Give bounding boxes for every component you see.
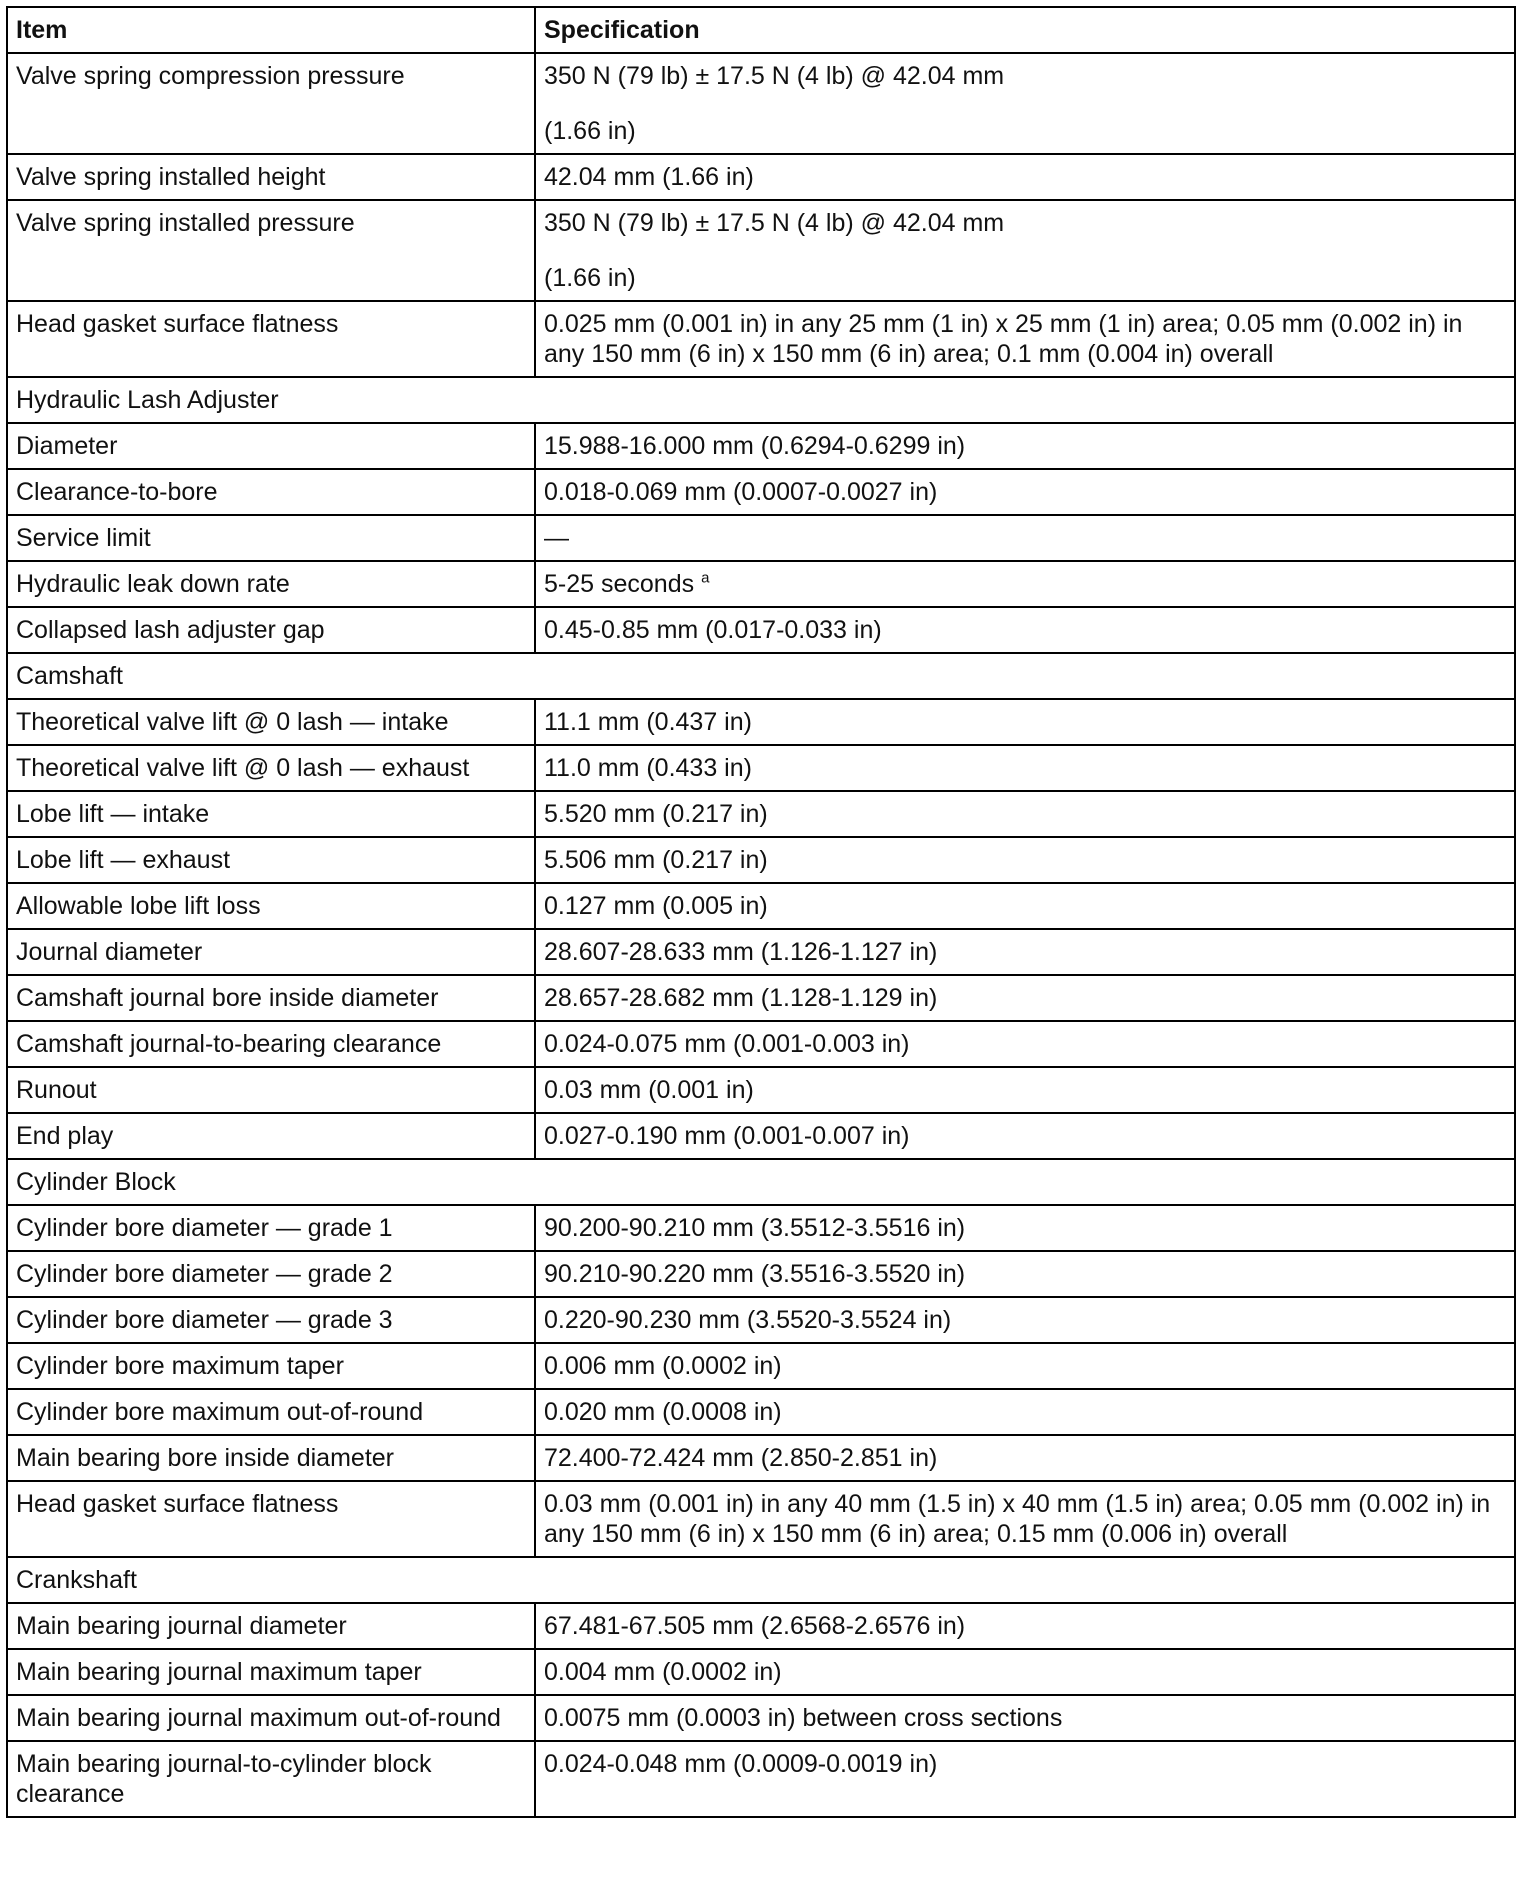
- spec-cell: 0.004 mm (0.0002 in): [535, 1649, 1515, 1695]
- spec-cell: 42.04 mm (1.66 in): [535, 154, 1515, 200]
- spec-cell: 0.020 mm (0.0008 in): [535, 1389, 1515, 1435]
- item-cell: Valve spring installed height: [7, 154, 535, 200]
- table-row: [7, 1251, 1515, 1297]
- item-cell: Main bearing journal maximum out-of-round: [7, 1695, 535, 1741]
- section-heading: Cylinder Block: [7, 1159, 1515, 1205]
- section-row-hydraulic-lash-adjuster: [7, 377, 1515, 423]
- spec-cell: 0.025 mm (0.001 in) in any 25 mm (1 in) x 25 mm (1 in) area; 0.05 mm (0.002 in) in any 150 mm (6 in) x 150 mm (6 in) area; 0.1 mm (0.004 in) overall: [535, 301, 1515, 377]
- spec-table: [6, 6, 1516, 1818]
- table-row: [7, 1021, 1515, 1067]
- table-row: [7, 975, 1515, 1021]
- item-cell: Allowable lobe lift loss: [7, 883, 535, 929]
- table-row: [7, 1113, 1515, 1159]
- table-row: [7, 1067, 1515, 1113]
- spec-cell: 0.03 mm (0.001 in) in any 40 mm (1.5 in) x 40 mm (1.5 in) area; 0.05 mm (0.002 in) in any 150 mm (6 in) x 150 mm (6 in) area; 0.15 mm (0.006 in) overall: [535, 1481, 1515, 1557]
- table-row: [7, 561, 1515, 607]
- spec-cell: 11.0 mm (0.433 in): [535, 745, 1515, 791]
- item-cell: Valve spring compression pressure: [7, 53, 535, 154]
- spec-cell: 28.657-28.682 mm (1.128-1.129 in): [535, 975, 1515, 1021]
- spec-text: 350 N (79 lb) ± 17.5 N (4 lb) @ 42.04 mm: [544, 62, 1005, 90]
- item-cell: Camshaft journal bore inside diameter: [7, 975, 535, 1021]
- item-cell: Diameter: [7, 423, 535, 469]
- spec-cell: 0.127 mm (0.005 in): [535, 883, 1515, 929]
- item-cell: Service limit: [7, 515, 535, 561]
- item-cell: Cylinder bore maximum out-of-round: [7, 1389, 535, 1435]
- section-heading: Crankshaft: [7, 1557, 1515, 1603]
- item-cell: Cylinder bore maximum taper: [7, 1343, 535, 1389]
- spec-cell: [535, 53, 1515, 154]
- table-row: [7, 53, 1515, 154]
- item-cell: Camshaft journal-to-bearing clearance: [7, 1021, 535, 1067]
- table-row: [7, 1297, 1515, 1343]
- spec-cell: 0.027-0.190 mm (0.001-0.007 in): [535, 1113, 1515, 1159]
- spec-cell: 11.1 mm (0.437 in): [535, 699, 1515, 745]
- section-heading: Hydraulic Lash Adjuster: [7, 377, 1515, 423]
- spec-text: 350 N (79 lb) ± 17.5 N (4 lb) @ 42.04 mm: [544, 209, 1005, 237]
- table-row: [7, 1481, 1515, 1557]
- table-row: [7, 515, 1515, 561]
- spec-cell: 90.210-90.220 mm (3.5516-3.5520 in): [535, 1251, 1515, 1297]
- section-row-camshaft: [7, 653, 1515, 699]
- item-cell: End play: [7, 1113, 535, 1159]
- table-row: [7, 699, 1515, 745]
- table-row: [7, 607, 1515, 653]
- table-row: [7, 200, 1515, 301]
- table-row: [7, 1205, 1515, 1251]
- table-row: [7, 1741, 1515, 1817]
- spec-cell: 0.006 mm (0.0002 in): [535, 1343, 1515, 1389]
- table-row: [7, 1343, 1515, 1389]
- header-row: [7, 7, 1515, 53]
- table-row: [7, 837, 1515, 883]
- table-row: [7, 154, 1515, 200]
- spec-cell: 0.220-90.230 mm (3.5520-3.5524 in): [535, 1297, 1515, 1343]
- spec-cell: 15.988-16.000 mm (0.6294-0.6299 in): [535, 423, 1515, 469]
- item-cell: Cylinder bore diameter — grade 1: [7, 1205, 535, 1251]
- spec-cell: [535, 200, 1515, 301]
- table-row: [7, 1649, 1515, 1695]
- item-cell: Hydraulic leak down rate: [7, 561, 535, 607]
- item-cell: Runout: [7, 1067, 535, 1113]
- spec-cell: 72.400-72.424 mm (2.850-2.851 in): [535, 1435, 1515, 1481]
- table-row: [7, 745, 1515, 791]
- item-cell: Lobe lift — intake: [7, 791, 535, 837]
- item-cell: Head gasket surface flatness: [7, 1481, 535, 1557]
- section-row-cylinder-block: [7, 1159, 1515, 1205]
- spec-cell: 67.481-67.505 mm (2.6568-2.6576 in): [535, 1603, 1515, 1649]
- item-cell: Theoretical valve lift @ 0 lash — exhaust: [7, 745, 535, 791]
- item-cell: Collapsed lash adjuster gap: [7, 607, 535, 653]
- table-row: [7, 929, 1515, 975]
- item-cell: Lobe lift — exhaust: [7, 837, 535, 883]
- table-row: [7, 1695, 1515, 1741]
- item-cell: Head gasket surface flatness: [7, 301, 535, 377]
- header-spec: Specification: [535, 7, 1515, 53]
- table-row: [7, 1389, 1515, 1435]
- spec-cell: 5.506 mm (0.217 in): [535, 837, 1515, 883]
- section-row-crankshaft: [7, 1557, 1515, 1603]
- spec-cell: 0.45-0.85 mm (0.017-0.033 in): [535, 607, 1515, 653]
- table-row: [7, 1603, 1515, 1649]
- header-item: Item: [7, 7, 535, 53]
- item-cell: Clearance-to-bore: [7, 469, 535, 515]
- item-cell: Main bearing bore inside diameter: [7, 1435, 535, 1481]
- item-cell: Theoretical valve lift @ 0 lash — intake: [7, 699, 535, 745]
- spec-cell: 0.0075 mm (0.0003 in) between cross sections: [535, 1695, 1515, 1741]
- item-cell: Journal diameter: [7, 929, 535, 975]
- item-cell: Cylinder bore diameter — grade 2: [7, 1251, 535, 1297]
- table-row: [7, 469, 1515, 515]
- spec-cell: 90.200-90.210 mm (3.5512-3.5516 in): [535, 1205, 1515, 1251]
- spec-cell: [535, 561, 1515, 607]
- table-row: [7, 423, 1515, 469]
- spec-cell: 5.520 mm (0.217 in): [535, 791, 1515, 837]
- section-heading: Camshaft: [7, 653, 1515, 699]
- spec-text: 5-25 seconds: [544, 570, 695, 598]
- spec-text-continued: (1.66 in): [544, 264, 636, 292]
- item-cell: Valve spring installed pressure: [7, 200, 535, 301]
- footnote-marker: a: [701, 569, 710, 587]
- table-row: [7, 301, 1515, 377]
- item-cell: Main bearing journal-to-cylinder block clearance: [7, 1741, 535, 1817]
- spec-text-continued: (1.66 in): [544, 117, 636, 145]
- item-cell: Main bearing journal maximum taper: [7, 1649, 535, 1695]
- spec-cell: 0.024-0.048 mm (0.0009-0.0019 in): [535, 1741, 1515, 1817]
- spec-cell: 0.024-0.075 mm (0.001-0.003 in): [535, 1021, 1515, 1067]
- table-row: [7, 1435, 1515, 1481]
- spec-cell: 0.03 mm (0.001 in): [535, 1067, 1515, 1113]
- item-cell: Main bearing journal diameter: [7, 1603, 535, 1649]
- spec-cell: 0.018-0.069 mm (0.0007-0.0027 in): [535, 469, 1515, 515]
- table-row: [7, 791, 1515, 837]
- table-row: [7, 883, 1515, 929]
- spec-cell: 28.607-28.633 mm (1.126-1.127 in): [535, 929, 1515, 975]
- item-cell: Cylinder bore diameter — grade 3: [7, 1297, 535, 1343]
- spec-cell: —: [535, 515, 1515, 561]
